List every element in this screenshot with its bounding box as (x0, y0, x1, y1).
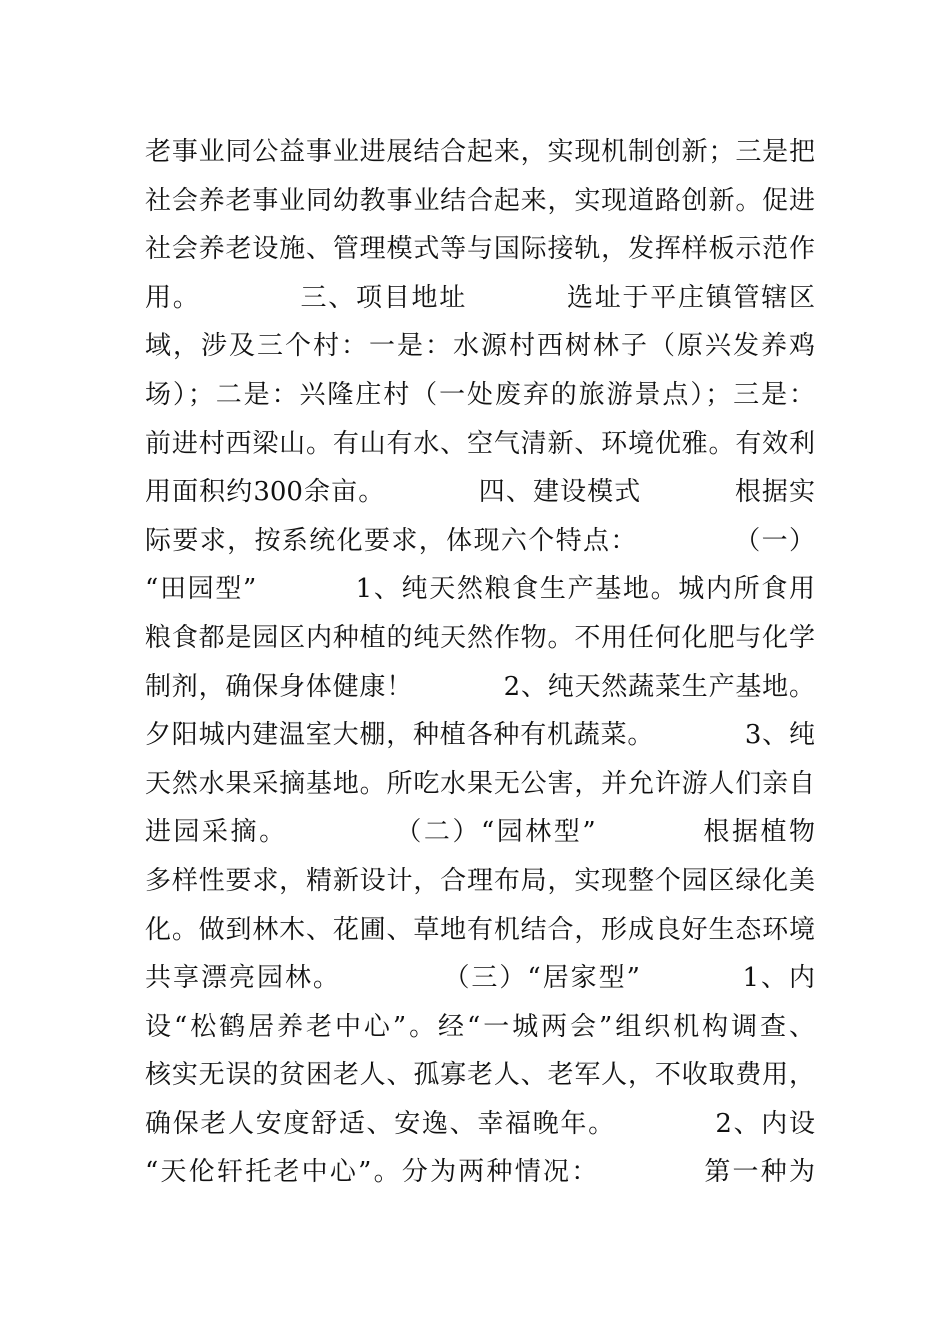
text-line: 化。做到林木、花圃、草地有机结合，形成良好生态环境 (145, 914, 815, 945)
text-line: 老事业同公益事业进展结合起来，实现机制创新；三是把 (145, 137, 815, 167)
text-line: 社会养老设施、管理模式等与国际接轨，发挥样板示范作 (145, 234, 815, 265)
text-line: 前进村西梁山。有山有水、空气清新、环境优雅。有效利 (145, 428, 815, 459)
text-line: 际要求，按系统化要求，体现六个特点： （一） (145, 525, 815, 556)
text-line: 场）；二是：兴隆庄村（一处废弃的旅游景点）；三是： (145, 379, 815, 410)
text-line: 用。 三、项目地址 选址于平庄镇管辖区 (145, 282, 815, 313)
text-line: 制剂，确保身体健康！ 2、纯天然蔬菜生产基地。 (145, 671, 815, 702)
text-line: 社会养老事业同幼教事业结合起来，实现道路创新。促进 (145, 185, 815, 216)
text-line: “天伦轩托老中心”。分为两种情况： 第一种为 (145, 1157, 815, 1188)
text-line: 天然水果采摘基地。所吃水果无公害，并允许游人们亲自 (145, 768, 815, 799)
text-line: 共享漂亮园林。 （三）“居家型” 1、内 (145, 963, 815, 994)
text-line: 用面积约300余亩。 四、建设模式 根据实 (145, 477, 815, 508)
body-text (145, 128, 815, 1197)
text-line: 域，涉及三个村：一是：水源村西树林子（原兴发养鸡 (145, 331, 815, 362)
text-line: 核实无误的贫困老人、孤寡老人、老军人，不收取费用， (145, 1060, 815, 1091)
text-line: 粮食都是园区内种植的纯天然作物。不用任何化肥与化学 (145, 622, 815, 653)
text-line: 设“松鹤居养老中心”。经“一城两会”组织机构调查、 (145, 1011, 815, 1042)
text-line: 多样性要求，精新设计，合理布局，实现整个园区绿化美 (145, 865, 815, 896)
text-line: “田园型” 1、纯天然粮食生产基地。城内所食用 (145, 574, 815, 605)
text-line: 进园采摘。 （二）“园林型” 根据植物 (145, 817, 815, 848)
text-line: 确保老人安度舒适、安逸、幸福晚年。 2、内设 (145, 1108, 815, 1139)
text-line: 夕阳城内建温室大棚，种植各种有机蔬菜。 3、纯 (145, 720, 815, 751)
